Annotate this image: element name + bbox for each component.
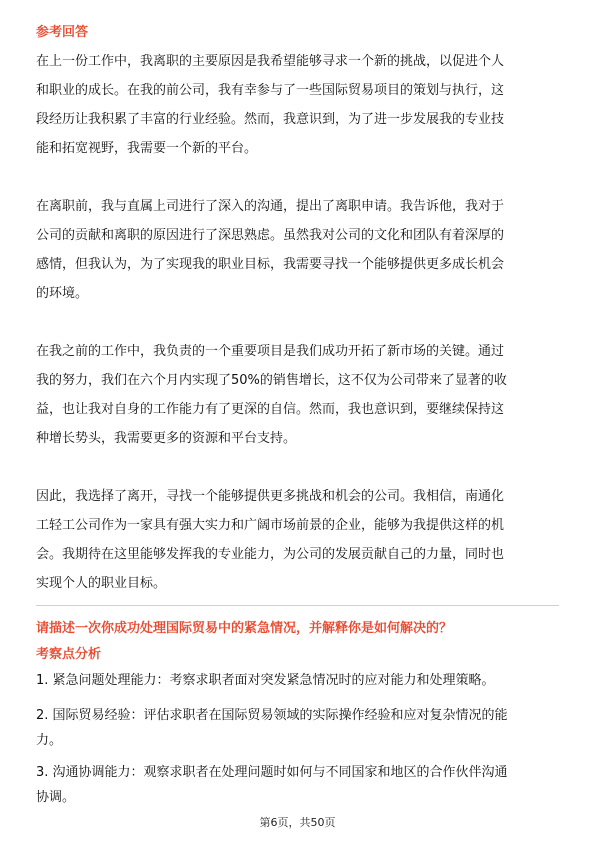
analysis-item-3 bbox=[36, 760, 561, 810]
paragraph-line: 实现个人的职业目标。 bbox=[36, 576, 167, 591]
list-item-line: 协调。 bbox=[36, 790, 76, 805]
paragraph-line: 因此，我选择了离开，寻找一个能够提供更多挑战和机会的公司。我相信，南通化 bbox=[36, 489, 505, 504]
paragraph-line: 在上一份工作中，我离职的主要原因是我希望能够寻求一个新的挑战，以促进个人 bbox=[36, 54, 505, 69]
analysis-heading: 考察点分析 bbox=[36, 647, 102, 662]
paragraph-line: 和职业的成长。在我的前公司，我有幸参与了一些国际贸易项目的策划与执行，这 bbox=[36, 83, 505, 98]
paragraph-line: 的环境。 bbox=[36, 286, 89, 301]
paragraph-line: 我的努力，我们在六个月内实现了50%的销售增长，这不仅为公司带来了显著的收 bbox=[36, 373, 507, 388]
analysis-item-2 bbox=[36, 703, 561, 753]
list-item-line: 2. 国际贸易经验：评估求职者在国际贸易领域的实际操作经验和应对复杂情况的能 bbox=[36, 708, 508, 723]
analysis-item-1 bbox=[36, 668, 561, 693]
page-number-footer: 第6页，共50页 bbox=[259, 816, 336, 829]
paragraph-line: 能和拓宽视野，我需要一个新的平台。 bbox=[36, 141, 258, 156]
paragraph-line: 公司的贡献和离职的原因进行了深思熟虑。虽然我对公司的文化和团队有着深厚的 bbox=[36, 228, 505, 243]
section-divider bbox=[36, 605, 559, 606]
paragraph-3 bbox=[36, 337, 561, 453]
paragraph-line: 会。我期待在这里能够发挥我的专业能力，为公司的发展贡献自己的力量，同时也 bbox=[36, 547, 505, 562]
paragraph-line: 工轻工公司作为一家具有强大实力和广阔市场前景的企业，能够为我提供这样的机 bbox=[36, 518, 505, 533]
paragraph-4 bbox=[36, 482, 561, 598]
paragraph-line: 种增长势头，我需要更多的资源和平台支持。 bbox=[36, 431, 297, 446]
paragraph-2 bbox=[36, 192, 561, 308]
paragraph-line: 在离职前，我与直属上司进行了深入的沟通，提出了离职申请。我告诉他，我对于 bbox=[36, 199, 505, 214]
paragraph-line: 感情，但我认为，为了实现我的职业目标，我需要寻找一个能够提供更多成长机会 bbox=[36, 257, 505, 272]
list-item-line: 3. 沟通协调能力：观察求职者在处理问题时如何与不同国家和地区的合作伙伴沟通 bbox=[36, 765, 508, 780]
question-heading: 请描述一次你成功处理国际贸易中的紧急情况，并解释你是如何解决的？ bbox=[36, 621, 453, 636]
paragraph-line: 在我之前的工作中，我负责的一个重要项目是我们成功开拓了新市场的关键。通过 bbox=[36, 344, 505, 359]
list-item-line: 1. 紧急问题处理能力：考察求职者面对突发紧急情况时的应对能力和处理策略。 bbox=[36, 673, 495, 688]
paragraph-1 bbox=[36, 47, 561, 163]
paragraph-line: 段经历让我积累了丰富的行业经验。然而，我意识到，为了进一步发展我的专业技 bbox=[36, 112, 505, 127]
answer-heading: 参考回答 bbox=[36, 25, 89, 40]
paragraph-line: 益，也让我对自身的工作能力有了更深的自信。然而，我也意识到，要继续保持这 bbox=[36, 402, 505, 417]
list-item-line: 力。 bbox=[36, 733, 63, 748]
